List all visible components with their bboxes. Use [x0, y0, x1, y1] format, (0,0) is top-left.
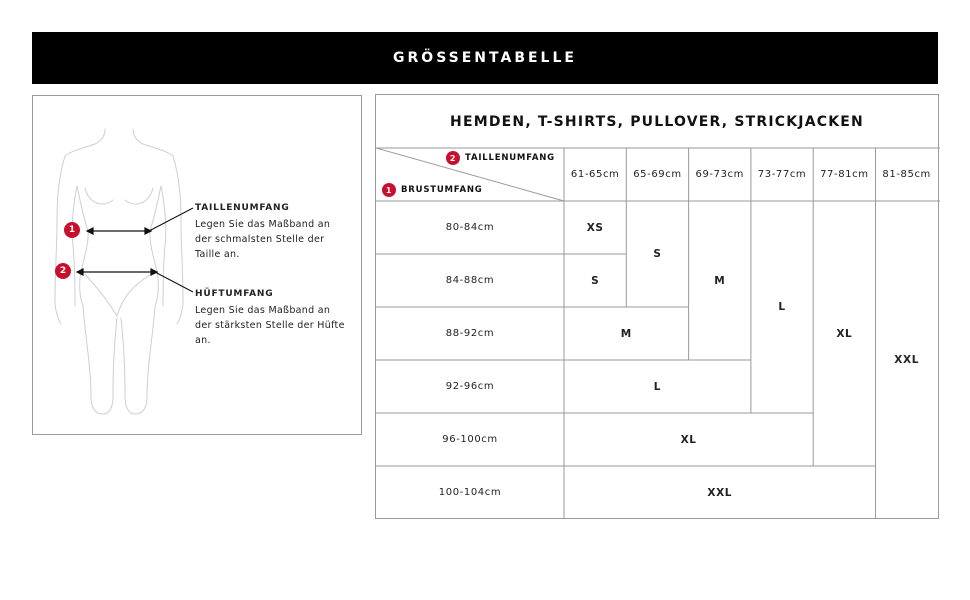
column-header: 69-73cm [695, 169, 744, 180]
size-cell: S [653, 248, 662, 260]
row-axis-label [382, 183, 483, 197]
size-cell: XS [586, 221, 604, 234]
size-cell: L [778, 301, 786, 313]
size-cell: XL [680, 433, 697, 446]
hip-number-badge: 2 [55, 263, 71, 279]
hip-measurement-info [195, 287, 345, 348]
column-header: 65-69cm [633, 169, 682, 180]
waist-measurement-info [195, 201, 345, 262]
hip-measurement-title: HÜFTUMFANG [195, 289, 274, 299]
column-header: 77-81cm [820, 169, 869, 180]
body-outline-illustration [33, 96, 363, 436]
row-header: 80-84cm [445, 222, 495, 233]
size-cell: S [591, 274, 600, 287]
row-header: 84-88cm [445, 275, 495, 286]
row-axis-number-badge: 1 [382, 183, 396, 197]
column-axis-text: TAILLENUMFANG [465, 153, 555, 163]
column-axis-label [446, 151, 555, 165]
size-cell: L [653, 380, 662, 393]
size-cell: XXL [707, 486, 733, 499]
size-cell: M [714, 274, 726, 287]
column-header: 81-85cm [882, 169, 931, 180]
row-axis-text: BRUSTUMFANG [401, 185, 483, 195]
waist-measurement-description: Legen Sie das Maßband an der schmalsten Stelle der Taille an. [195, 219, 331, 260]
column-axis-number-badge: 2 [446, 151, 460, 165]
column-header: 73-77cm [757, 169, 807, 180]
size-table-title: HEMDEN, T-SHIRTS, PULLOVER, STRICKJACKEN [450, 113, 864, 130]
size-cell: M [620, 327, 632, 340]
waist-number-badge: 1 [64, 222, 80, 238]
row-header: 96-100cm [442, 434, 498, 445]
size-cell: XXL [894, 354, 919, 366]
row-header: 92-96cm [445, 381, 495, 392]
waist-measurement-title: TAILLENUMFANG [195, 203, 290, 213]
hip-measurement-description: Legen Sie das Maßband an der stärksten Stelle der Hüfte an. [195, 305, 345, 346]
row-header: 100-104cm [438, 487, 502, 498]
measurement-guide [32, 95, 362, 435]
column-header: 61-65cm [570, 169, 620, 180]
page-title-banner [32, 32, 938, 84]
size-table [375, 94, 939, 519]
size-cell: XL [836, 327, 853, 340]
page-title: GRÖSSENTABELLE [393, 50, 577, 66]
row-header: 88-92cm [445, 328, 495, 339]
